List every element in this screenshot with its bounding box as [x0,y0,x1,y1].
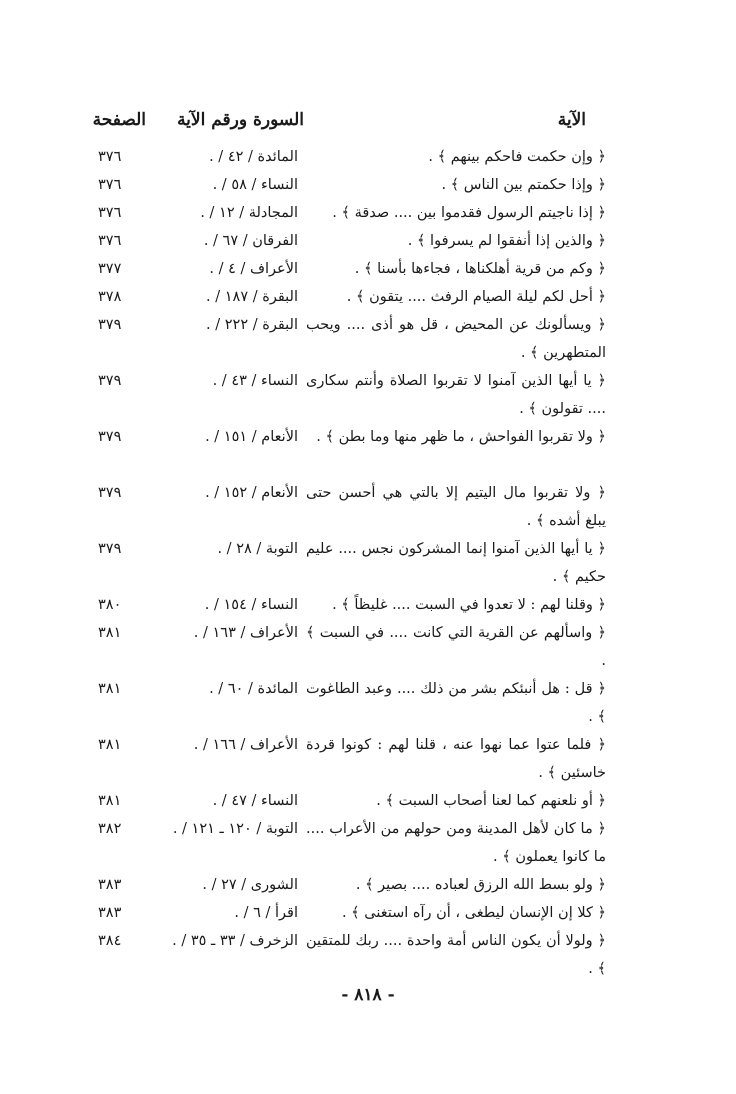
ayah-text: ﴿ وإن حكمت فاحكم بينهم ﴾ . [428,149,606,165]
table-row [0,532,736,588]
page-ref: ٣٧٩ [98,373,122,389]
surah-ref: الأعراف / ١٦٦ / . [193,737,298,753]
table-row [0,924,736,980]
surah-ref: الشورى / ٢٧ / . [202,877,298,893]
page-ref: ٣٧٨ [98,289,122,305]
surah-ref: البقرة / ٢٢٢ / . [206,317,298,333]
surah-ref: التوبة / ١٢٠ ـ ١٢١ / . [172,821,298,837]
page-ref: ٣٨١ [98,625,122,641]
page-ref: ٣٧٦ [98,177,122,193]
surah-ref: المائدة / ٦٠ / . [209,681,298,697]
page-ref: ٣٨٣ [98,905,122,921]
table-row [0,140,736,168]
ayah-text: ﴿ ويسألونك عن المحيض ، قل هو أذى .... ويحب المتطهرين ﴾ . [306,317,606,361]
surah-ref: الزخرف / ٣٣ ـ ٣٥ / . [172,933,298,949]
surah-ref: النساء / ٤٣ / . [212,373,298,389]
ayah-text: ﴿ وإذا حكمتم بين الناس ﴾ . [441,177,606,193]
ayah-text: ﴿ ولو بسط الله الرزق لعباده .... بصير ﴾ . [355,877,606,893]
ayah-text: ﴿ وقلنا لهم : لا تعدوا في السبت .... غليظاً ﴾ . [332,597,606,613]
ayah-text: ﴿ ولولا أن يكون الناس أمة واحدة .... ربك للمتقين ﴾ . [306,933,606,977]
ayah-text: ﴿ يا أيها الذين آمنوا إنما المشركون نجس .... عليم حكيم ﴾ . [306,541,606,585]
page-ref: ٣٨٠ [98,597,122,613]
ayah-text: ﴿ أحل لكم ليلة الصيام الرفث .... يتقون ﴾ . [346,289,606,305]
page-ref: ٣٨١ [98,681,122,697]
surah-ref: الأعراف / ٤ / . [209,261,298,277]
ayah-text: ﴿ واسألهم عن القرية التي كانت .... في السبت ﴾ . [306,625,606,669]
ayah-text: ﴿ ولا تقربوا الفواحش ، ما ظهر منها وما بطن ﴾ . [316,429,606,445]
surah-ref: النساء / ٤٧ / . [212,793,298,809]
table-row [0,196,736,224]
surah-ref: النساء / ٥٨ / . [212,177,298,193]
surah-ref: النساء / ١٥٤ / . [204,597,298,613]
ayah-text: ﴿ وكم من قرية أهلكناها ، فجاءها بأسنا ﴾ . [354,261,606,277]
surah-ref: المائدة / ٤٢ / . [209,149,298,165]
ayah-text: ﴿ والذين إذا أنفقوا لم يسرفوا ﴾ . [407,233,606,249]
table-header [0,110,736,140]
table-row [0,168,736,196]
table-row [0,224,736,252]
page-ref: ٣٨١ [98,793,122,809]
ayah-text: ﴿ قل : هل أنبئكم بشر من ذلك .... وعبد الطاغوت ﴾ . [306,681,606,725]
table-row [0,868,736,896]
ayah-text: ﴿ فلما عتوا عما نهوا عنه ، قلنا لهم : كونوا قردة خاسئين ﴾ . [306,737,606,781]
page-ref: ٣٨٣ [98,877,122,893]
table-row [0,588,736,616]
table-row [0,420,736,476]
ayah-text: ﴿ إذا ناجيتم الرسول فقدموا بين .... صدقة ﴾ . [332,205,606,221]
page-ref: ٣٧٩ [98,429,122,445]
header-page: الصفحة [92,110,146,130]
ayah-text: ﴿ كلا إن الإنسان ليطغى ، أن رآه استغنى ﴾ . [341,905,606,921]
page-ref: ٣٧٧ [98,261,122,277]
ayah-text: ﴿ أو نلعنهم كما لعنا أصحاب السبت ﴾ . [376,793,606,809]
surah-ref: المجادلة / ١٢ / . [200,205,298,221]
table-row [0,252,736,280]
page-ref: ٣٨٤ [98,933,122,949]
ayah-text: ﴿ ولا تقربوا مال اليتيم إلا بالتي هي أحسن حتى يبلغ أشده ﴾ . [306,485,606,529]
page-ref: ٣٧٩ [98,317,122,333]
table-row [0,784,736,812]
table-row [0,812,736,868]
table-row [0,476,736,532]
index-rows [0,140,736,980]
table-row [0,280,736,308]
ayah-text: ﴿ يا أيها الذين آمنوا لا تقربوا الصلاة وأنتم سكارى .... تقولون ﴾ . [306,373,606,417]
surah-ref: التوبة / ٢٨ / . [217,541,298,557]
table-row [0,616,736,672]
surah-ref: الأنعام / ١٥١ / . [205,429,298,445]
header-ayah: الآية [557,110,586,130]
surah-ref: الفرقان / ٦٧ / . [203,233,298,249]
surah-ref: اقرأ / ٦ / . [234,905,298,921]
page-number: - ٨١٨ - [341,985,395,1005]
page-ref: ٣٧٦ [98,149,122,165]
ayah-text: ﴿ ما كان لأهل المدينة ومن حولهم من الأعراب .... ما كانوا يعملون ﴾ . [306,821,606,865]
table-row [0,308,736,364]
surah-ref: الأعراف / ١٦٣ / . [193,625,298,641]
page-ref: ٣٨١ [98,737,122,753]
table-row [0,896,736,924]
page-ref: ٣٧٦ [98,233,122,249]
table-row [0,364,736,420]
table-row [0,728,736,784]
page-ref: ٣٧٩ [98,485,122,501]
header-surah: السورة ورقم الآية [177,110,304,130]
surah-ref: الأنعام / ١٥٢ / . [205,485,298,501]
table-row [0,672,736,728]
page-ref: ٣٧٦ [98,205,122,221]
page-ref: ٣٨٢ [98,821,122,837]
page-ref: ٣٧٩ [98,541,122,557]
surah-ref: البقرة / ١٨٧ / . [206,289,298,305]
